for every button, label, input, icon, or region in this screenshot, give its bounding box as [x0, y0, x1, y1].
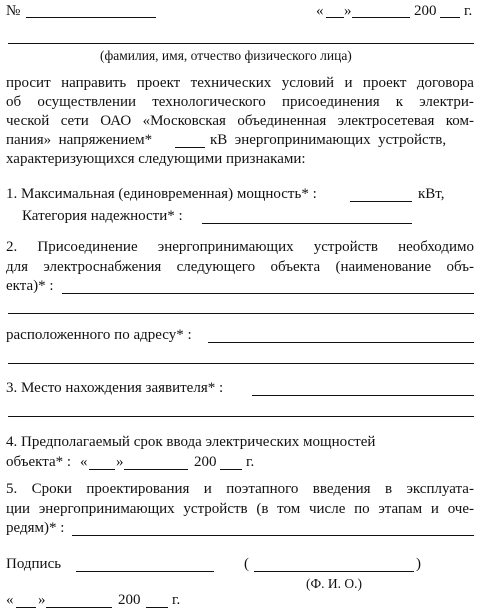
commissioning-year-suffix: г. [246, 454, 255, 470]
item5-line-2: ции энергопринимающих устройств (в том числе по этапам и оче- [6, 501, 474, 517]
item2-line-1: 2. Присоединение энергопринимающих устройств необходимо [6, 239, 474, 255]
commissioning-object-label: объекта* : [6, 454, 72, 470]
reliability-category-label: Категория надежности* : [22, 208, 183, 224]
footer-year-field[interactable] [146, 607, 168, 608]
intro-line-4b: кВ энергопринимающих устройств, [210, 132, 447, 148]
max-power-unit: кВт, [418, 186, 445, 202]
footer-year-suffix: г. [172, 592, 181, 608]
reliability-category-field[interactable] [202, 223, 412, 224]
voltage-field[interactable] [175, 147, 205, 148]
intro-line-5: характеризующихся следующими признаками: [6, 151, 306, 167]
commissioning-year-prefix: 200 [194, 454, 217, 470]
object-name-field-2[interactable] [8, 313, 474, 314]
date-quote-close: » [344, 3, 352, 19]
footer-month-field[interactable] [46, 607, 112, 608]
fio-field[interactable] [254, 571, 414, 572]
object-name-field[interactable] [62, 293, 474, 294]
max-power-field[interactable] [350, 201, 412, 202]
fio-paren-open: ( [244, 556, 249, 572]
date-year-prefix: 200 [414, 3, 437, 19]
design-schedule-field[interactable] [72, 535, 474, 536]
commissioning-quote-open: « [80, 454, 88, 470]
commissioning-month-field[interactable] [124, 469, 188, 470]
date-quote-open: « [316, 3, 324, 19]
intro-line-2: об осуществлении технологического присоединения к электри- [6, 94, 474, 110]
applicant-location-field-2[interactable] [8, 416, 474, 417]
applicant-location-label: 3. Место нахождения заявителя* : [6, 380, 224, 396]
signature-field[interactable] [76, 571, 214, 572]
commissioning-quote-close: » [116, 454, 124, 470]
footer-day-field[interactable] [16, 607, 36, 608]
footer-quote-open: « [6, 592, 14, 608]
intro-line-3: ческой сети ОАО «Московская объединенная электросетевая ком- [6, 113, 474, 129]
applicant-name-field[interactable] [8, 43, 474, 44]
footer-quote-close: » [38, 592, 46, 608]
intro-line-4a: пания» напряжением* [6, 132, 153, 148]
object-address-field-2[interactable] [8, 363, 474, 364]
footer-year-prefix: 200 [118, 592, 141, 608]
commissioning-label: 4. Предполагаемый срок ввода электрических мощностей [6, 434, 376, 450]
applicant-location-field[interactable] [252, 395, 474, 396]
max-power-label: 1. Максимальная (единовременная) мощность* : [6, 186, 317, 202]
commissioning-day-field[interactable] [89, 469, 115, 470]
fio-paren-close: ) [416, 556, 421, 572]
commissioning-year-field[interactable] [220, 469, 242, 470]
applicant-name-caption: (фамилия, имя, отчество физического лица) [100, 48, 352, 63]
object-address-field[interactable] [208, 342, 474, 343]
fio-caption: (Ф. И. О.) [306, 576, 363, 591]
intro-line-1: просит направить проект технических условий и проект договора [6, 75, 474, 91]
object-name-label: екта)* : [6, 278, 54, 294]
date-year-suffix: г. [464, 3, 473, 19]
signature-label: Подпись [6, 556, 62, 572]
date-day-field[interactable] [326, 17, 344, 18]
date-month-field[interactable] [352, 17, 410, 18]
date-year-field[interactable] [440, 17, 460, 18]
object-address-label: расположенного по адресу* : [6, 327, 192, 343]
number-field[interactable] [26, 17, 156, 18]
item2-line-2: для электроснабжения следующего объекта (наименование объ- [6, 259, 474, 275]
number-sign: № [6, 3, 21, 19]
item5-line-1: 5. Сроки проектирования и поэтапного введения в эксплуата- [6, 481, 474, 497]
design-schedule-label: редям)* : [6, 520, 65, 536]
